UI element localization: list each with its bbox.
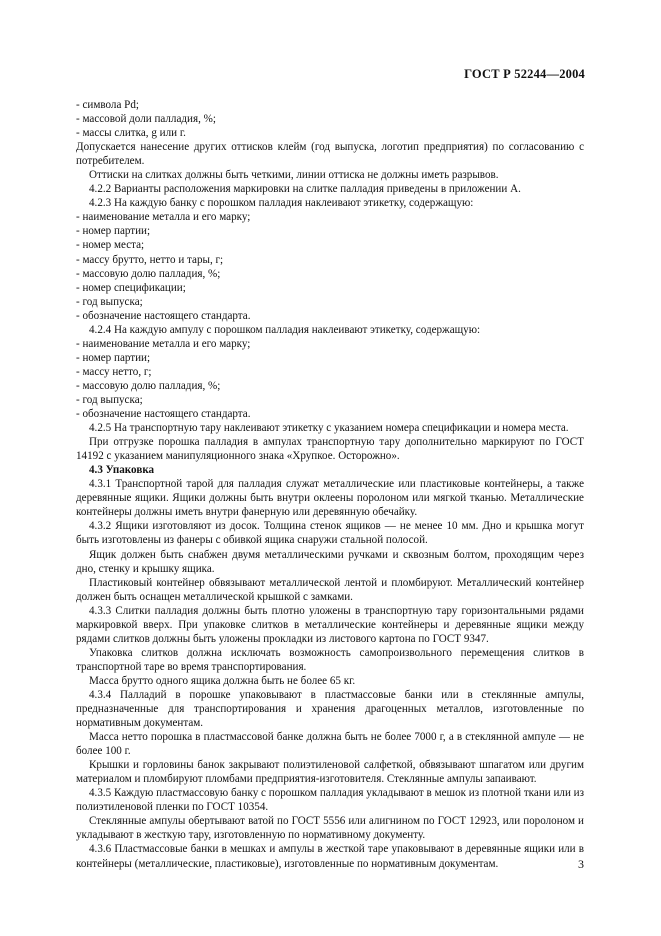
- paragraph: - наименование металла и его марку;: [76, 211, 251, 224]
- paragraph: 4.2.5 На транспортную тару наклеивают этикетку с указанием номера спецификации и номера места.: [89, 422, 569, 435]
- paragraph: Оттиски на слитках должны быть четкими, линии оттиска не должны иметь разрывов.: [89, 169, 499, 182]
- paragraph: При отгрузке порошка палладия в ампулах транспортную тару дополнительно маркируют по ГОСТ 14192 с указанием манипуляционного знака «Хрупкое. Осторожно».: [76, 436, 584, 463]
- paragraph: 4.3.1 Транспортной тарой для палладия служат металлические или пластиковые контейнеры, а также деревянные ящики. Ящики должны быть внутри оклеены поролоном или мягкой тканью. Металлические контейнеры должны иметь внутри фанерную или деревянную обечайку.: [76, 478, 584, 519]
- paragraph: Крышки и горловины банок закрывают полиэтиленовой салфеткой, обвязывают шпагатом или другим материалом и пломбируют пломбами предприятия-изготовителя. Стеклянные ампулы запаивают.: [76, 759, 584, 786]
- standard-header: ГОСТ Р 52244—2004: [464, 67, 585, 81]
- paragraph: Ящик должен быть снабжен двумя металлическими ручками и сквозным болтом, проходящим через дно, стенку и крышку ящика.: [76, 548, 584, 575]
- paragraph: - массовую долю палладия, %;: [76, 379, 221, 392]
- paragraph: 4.2.4 На каждую ампулу с порошком палладия наклеивают этикетку, содержащую:: [89, 323, 481, 336]
- paragraph: - массы слитка, g или г.: [76, 127, 186, 140]
- section-heading: 4.3 Упаковка: [89, 464, 155, 477]
- paragraph: 4.2.2 Варианты расположения маркировки на слитке палладия приведены в приложении А.: [89, 183, 521, 196]
- paragraph: Пластиковый контейнер обвязывают металлической лентой и пломбируют. Металлический контейнер должен быть оснащен металлической крышкой с замками.: [76, 576, 584, 603]
- paragraph: Стеклянные ампулы обертывают ватой по ГОСТ 5556 или алигнином по ГОСТ 12923, или поролоном и укладывают в жесткую тару, изготовленную по нормативному документу.: [76, 815, 584, 842]
- paragraph: - номер партии;: [76, 225, 151, 238]
- paragraph: - номер партии;: [76, 351, 151, 364]
- paragraph: 4.3.6 Пластмассовые банки в мешках и ампулы в жесткой таре упаковывают в деревянные ящики или в контейнеры (металлические, пластиковые), изготовленные по нормативным документам.: [76, 843, 584, 870]
- paragraph: - год выпуска;: [76, 295, 143, 308]
- paragraph: - массовой доли палладия, %;: [76, 113, 216, 126]
- paragraph: 4.2.3 На каждую банку с порошком палладия наклеивают этикетку, содержащую:: [89, 197, 474, 210]
- paragraph: - символа Pd;: [76, 99, 139, 111]
- paragraph: Упаковка слитков должна исключать возможность самопроизвольного перемещения слитков в транспортной таре во время транспортирования.: [76, 646, 584, 673]
- paragraph: 4.3.3 Слитки палладия должны быть плотно уложены в транспортную тару горизонтальными рядами маркировкой вверх. При упаковке слитков в металлические контейнеры и деревянные ящики между рядами слитков должны быть уложены прокладки из листового картона по ГОСТ 9347.: [76, 604, 584, 645]
- paragraph: - обозначение настоящего стандарта.: [76, 309, 251, 322]
- paragraph: - обозначение настоящего стандарта.: [76, 408, 251, 421]
- paragraph: Масса нетто порошка в пластмассовой банке должна быть не более 7000 г, а в стеклянной ампуле — не более 100 г.: [76, 731, 584, 758]
- paragraph: - наименование металла и его марку;: [76, 337, 251, 350]
- paragraph: - массовую долю палладия, %;: [76, 267, 221, 280]
- paragraph: - год выпуска;: [76, 393, 143, 406]
- paragraph: 4.3.4 Палладий в порошке упаковывают в пластмассовые банки или в стеклянные ампулы, предназначенные для транспортирования и хранения драгоценных металлов, изготовленные по нормативным документам.: [76, 688, 584, 730]
- paragraph: Масса брутто одного ящика должна быть не более 65 кг.: [89, 674, 356, 687]
- paragraph: - номер места;: [76, 239, 145, 252]
- paragraph: - массу нетто, г;: [76, 365, 152, 378]
- paragraph: - номер спецификации;: [76, 281, 186, 294]
- paragraph: - массу брутто, нетто и тары, г;: [76, 253, 224, 266]
- page-number: 3: [578, 857, 584, 871]
- paragraph: Допускается нанесение других оттисков клейм (год выпуска, логотип предприятия) по согласованию с потребителем.: [76, 141, 584, 168]
- paragraph: 4.3.5 Каждую пластмассовую банку с порошком палладия укладывают в мешок из плотной ткани или из полиэтиленовой пленки по ГОСТ 10354.: [76, 787, 584, 814]
- document-body: [76, 98, 584, 871]
- paragraph: 4.3.2 Ящики изготовляют из досок. Толщина стенок ящиков — не менее 10 мм. Дно и крышка могут быть изготовлены из фанеры с обивкой ящика снаружи стальной полосой.: [76, 520, 584, 547]
